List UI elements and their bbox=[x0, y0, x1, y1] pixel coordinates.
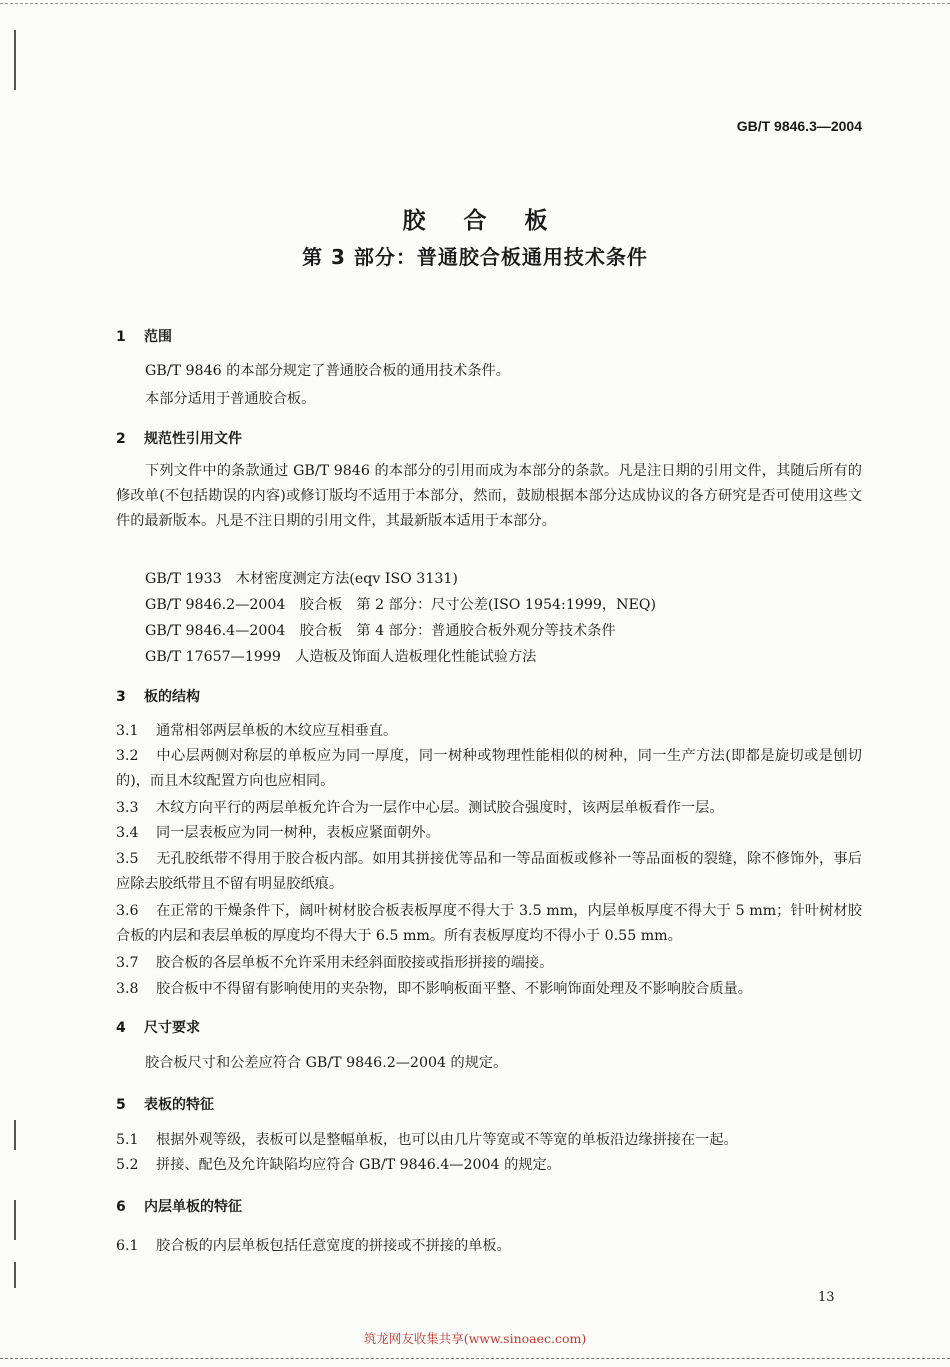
scan-edge-bottom bbox=[0, 1358, 950, 1359]
clause-3-6: 3.6 在正常的干燥条件下，阔叶树材胶合板表板厚度不得大于 3.5 mm，内层单板厚度不得大于 5 mm；针叶树材胶合板的内层和表层单板的厚度均不得大于 6.5 mm。所有表板厚度均不得小于 0.55 mm。 bbox=[116, 903, 862, 944]
clause-3-8: 3.8 胶合板中不得留有影响使用的夹杂物，即不影响板面平整、不影响饰面处理及不影响胶合质量。 bbox=[116, 981, 752, 997]
section-heading-6: 6 内层单板的特征 bbox=[116, 1199, 242, 1215]
scan-margin-mark bbox=[14, 1200, 16, 1240]
clause-3-3: 3.3 木纹方向平行的两层单板允许合为一层作中心层。测试胶合强度时，该两层单板看作一层。 bbox=[116, 800, 724, 816]
clause-5-2: 5.2 拼接、配色及允许缺陷均应符合 GB/T 9846.4—2004 的规定。 bbox=[116, 1157, 561, 1173]
clause-3-7: 3.7 胶合板的各层单板不允许采用未经斜面胶接或指形拼接的端接。 bbox=[116, 955, 554, 971]
section-1-para-1: GB/T 9846 的本部分规定了普通胶合板的通用技术条件。 bbox=[145, 363, 510, 379]
reference-item: GB/T 9846.2—2004 胶合板 第 2 部分：尺寸公差(ISO 1954:1999，NEQ) bbox=[145, 597, 657, 613]
clause-6-1: 6.1 胶合板的内层单板包括任意宽度的拼接或不拼接的单板。 bbox=[116, 1238, 511, 1254]
section-heading-4: 4 尺寸要求 bbox=[116, 1020, 200, 1036]
clause-3-2: 3.2 中心层两侧对称层的单板应为同一厚度，同一树种或物理性能相似的树种，同一生产方法(即都是旋切或是刨切的)，而且木纹配置方向也应相同。 bbox=[116, 748, 862, 789]
document-title bbox=[0, 202, 950, 235]
footer-source-note: 筑龙网友收集共享(www.sinoaec.com) bbox=[363, 1331, 587, 1346]
section-heading-5: 5 表板的特征 bbox=[116, 1097, 214, 1113]
section-heading-2: 2 规范性引用文件 bbox=[116, 431, 242, 447]
document-subtitle: 第 3 部分：普通胶合板通用技术条件 bbox=[302, 245, 648, 269]
clause-3-5: 3.5 无孔胶纸带不得用于胶合板内部。如用其拼接优等品和一等品面板或修补一等品面板的裂缝，除不修饰外，事后应除去胶纸带且不留有明显胶纸痕。 bbox=[116, 851, 862, 892]
reference-item: GB/T 17657—1999 人造板及饰面人造板理化性能试验方法 bbox=[145, 649, 537, 665]
clause-3-1: 3.1 通常相邻两层单板的木纹应互相垂直。 bbox=[116, 723, 398, 739]
section-2-para-1: 下列文件中的条款通过 GB/T 9846 的本部分的引用而成为本部分的条款。凡是注日期的引用文件，其随后所有的修改单(不包括勘误的内容)或修订版均不适用于本部分，然而，鼓励根据本部分达成协议的各方研究是否可使用这些文件的最新版本。凡是不注日期的引用文件，其最新版本适用于本部分。 bbox=[116, 463, 862, 529]
scan-margin-mark bbox=[14, 1120, 16, 1150]
section-4-para-1: 胶合板尺寸和公差应符合 GB/T 9846.2—2004 的规定。 bbox=[145, 1055, 508, 1071]
scan-margin-mark bbox=[14, 30, 16, 90]
reference-item: GB/T 9846.4—2004 胶合板 第 4 部分：普通胶合板外观分等技术条件 bbox=[145, 623, 616, 639]
section-1-para-2: 本部分适用于普通胶合板。 bbox=[145, 391, 316, 407]
title-char: 板 bbox=[524, 208, 548, 234]
standard-code: GB/T 9846.3—2004 bbox=[736, 118, 862, 134]
section-heading-1: 1 范围 bbox=[116, 329, 172, 345]
section-heading-3: 3 板的结构 bbox=[116, 689, 200, 705]
title-char: 胶 bbox=[402, 208, 426, 234]
title-char: 合 bbox=[463, 208, 487, 234]
scan-edge-top bbox=[0, 3, 950, 4]
page-number: 13 bbox=[818, 1290, 835, 1305]
scan-margin-mark bbox=[14, 1262, 16, 1288]
clause-3-4: 3.4 同一层表板应为同一树种，表板应紧面朝外。 bbox=[116, 825, 440, 841]
clause-5-1: 5.1 根据外观等级，表板可以是整幅单板，也可以由几片等宽或不等宽的单板沿边缘拼接在一起。 bbox=[116, 1132, 738, 1148]
reference-item: GB/T 1933 木材密度测定方法(eqv ISO 3131) bbox=[145, 571, 458, 587]
